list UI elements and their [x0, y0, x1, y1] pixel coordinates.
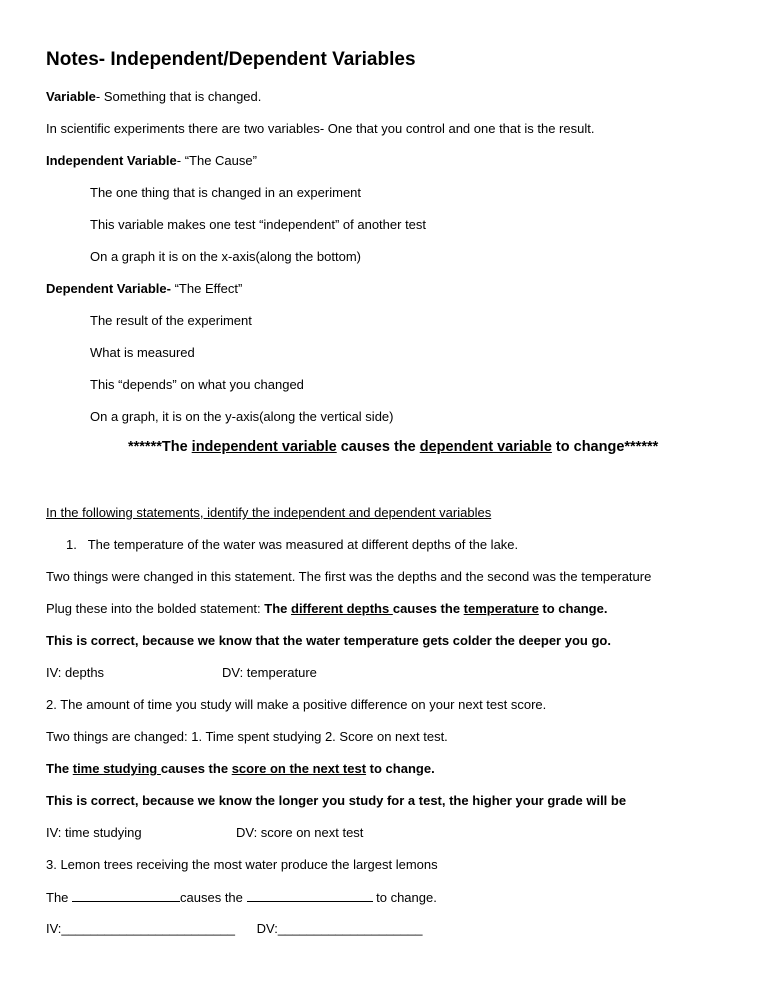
intro-text: In scientific experiments there are two variables- One that you control and one that is the result.	[46, 121, 595, 136]
example-3-answers	[46, 921, 422, 937]
rule-prefix: ******The	[128, 439, 192, 455]
example-1-text: The temperature of the water was measured at different depths of the lake.	[87, 537, 519, 552]
ex2-mid: causes the	[160, 761, 232, 776]
example-2-plug	[46, 761, 435, 777]
example-3-statement: 3. Lemon trees receiving the most water produce the largest lemons	[46, 857, 438, 872]
dependent-point: On a graph, it is on the y-axis(along the vertical side)	[90, 409, 394, 424]
independent-point: The one thing that is changed in an experiment	[90, 185, 362, 200]
ex2-end: to change.	[366, 761, 435, 776]
example-1-plug	[46, 601, 607, 617]
iv-answer-blank[interactable]	[72, 889, 180, 902]
dependent-point: The result of the experiment	[90, 313, 252, 328]
rule-statement	[128, 439, 658, 455]
variable-def: - Something that is changed.	[95, 89, 262, 104]
example-2-correct: This is correct, because we know the longer you study for a test, the higher your grade will be	[46, 793, 627, 808]
rule-mid: causes the	[336, 439, 420, 455]
example-2-dv: DV: score on next test	[236, 825, 364, 840]
example-1-dv: DV: temperature	[222, 665, 317, 680]
variable-term: Variable	[46, 89, 96, 104]
ex3-dv-label: DV:	[256, 921, 278, 936]
plug-dv: temperature	[463, 601, 539, 616]
variable-definition	[46, 89, 261, 105]
independent-term: Independent Variable	[46, 153, 177, 168]
ex3-iv-label: IV:	[46, 921, 62, 936]
rule-dv: dependent variable	[419, 439, 552, 455]
plug-prefix: Plug these into the bolded statement:	[46, 601, 265, 616]
rule-iv: independent variable	[191, 439, 337, 455]
example-2-analysis: Two things are changed: 1. Time spent studying 2. Score on next test.	[46, 729, 448, 744]
dependent-point: What is measured	[90, 345, 195, 360]
ex3-the: The	[46, 890, 73, 905]
ex2-dv: score on the next test	[231, 761, 367, 776]
page-title: Notes- Independent/Dependent Variables	[46, 49, 416, 70]
dependent-tag: “The Effect”	[170, 281, 243, 296]
example-2-iv: IV: time studying	[46, 825, 142, 840]
independent-point: This variable makes one test “independent” of another test	[90, 217, 427, 232]
instructions: In the following statements, identify the independent and dependent variables	[46, 505, 492, 520]
independent-point: On a graph it is on the x-axis(along the bottom)	[90, 249, 361, 264]
plug-iv: different depths	[291, 601, 393, 616]
example-1-analysis: Two things were changed in this statement. The first was the depths and the second was the temperature	[46, 569, 652, 584]
example-1-statement	[66, 537, 518, 553]
ex3-mid: causes the	[180, 890, 247, 905]
independent-tag: - “The Cause”	[176, 153, 257, 168]
example-3-plug	[46, 889, 437, 906]
ex2-the: The	[46, 761, 73, 776]
plug-mid: causes the	[392, 601, 464, 616]
example-2-statement: 2. The amount of time you study will make a positive difference on your next test score.	[46, 697, 547, 712]
rule-end: to change******	[551, 439, 659, 455]
dependent-heading	[46, 281, 242, 297]
plug-end: to change.	[538, 601, 608, 616]
example-1-correct: This is correct, because we know that the water temperature gets colder the deeper you go.	[46, 633, 611, 648]
dv-answer-blank[interactable]	[247, 889, 373, 902]
ex3-end: to change.	[372, 890, 437, 905]
example-1-number: 1.	[66, 537, 77, 552]
independent-heading	[46, 153, 257, 169]
dependent-point: This “depends” on what you changed	[90, 377, 304, 392]
ex3-dv-blank[interactable]: ____________________	[277, 921, 423, 936]
example-1-iv: IV: depths	[46, 665, 105, 680]
ex3-iv-blank[interactable]: ________________________	[61, 921, 235, 936]
dependent-term: Dependent Variable-	[46, 281, 171, 296]
ex2-iv: time studying	[72, 761, 161, 776]
plug-the: The	[264, 601, 291, 616]
